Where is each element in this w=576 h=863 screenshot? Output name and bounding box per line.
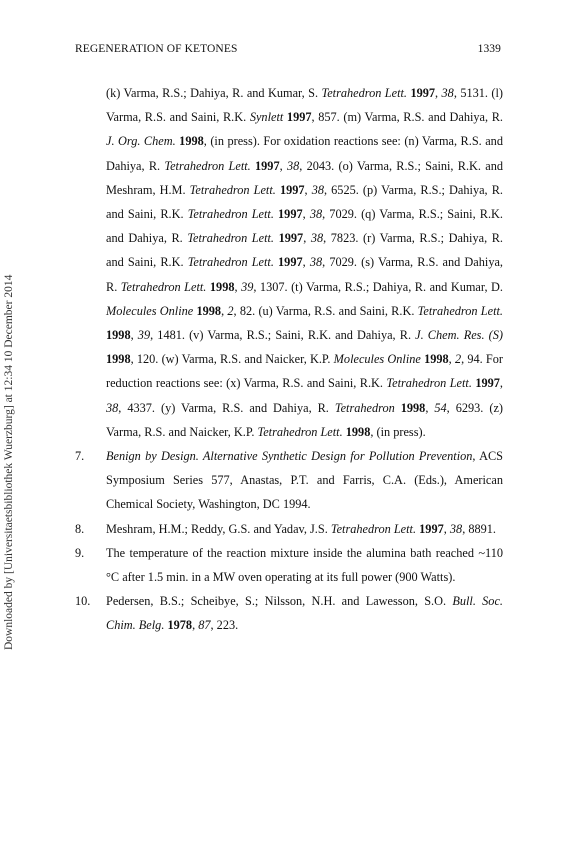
text-run: , 7029. (q) Varma, R.S.; Saini, R.K. and Dahiya, R. xyxy=(106,207,503,246)
bold-text: 1997 xyxy=(279,182,305,197)
text-run: , xyxy=(192,618,199,633)
text-run: , 6525. (p) Varma, R.S.; Dahiya, R. and Saini, R.K. xyxy=(106,182,503,222)
italic-text: Synlett xyxy=(249,110,284,125)
text-run: , xyxy=(234,279,242,294)
text-run: , 1481. (v) Varma, R.S.; Saini, R.K. and Dahiya, R. xyxy=(150,328,416,343)
text-run: , 223. xyxy=(210,618,239,633)
bold-text: 1997 xyxy=(419,521,444,536)
italic-text: 38 xyxy=(309,255,323,270)
italic-text: 2 xyxy=(454,352,462,367)
text-run: , xyxy=(448,352,455,367)
reference-continuation xyxy=(75,81,503,444)
reference-item xyxy=(75,517,503,541)
italic-text: Tetrahedron Lett. xyxy=(187,207,274,222)
italic-text: Bull. Soc. Chim. Belg. xyxy=(106,594,503,633)
bold-text: 1998 xyxy=(209,279,235,294)
text-run: , 7029. (s) Varma, R.S. and Dahiya, R. xyxy=(106,255,504,294)
page-number: 1339 xyxy=(477,43,501,55)
reference-item xyxy=(75,444,503,517)
bold-text: 1998 xyxy=(106,352,131,367)
reference-number: 7. xyxy=(75,449,85,464)
italic-text: Tetrahedron Lett. xyxy=(187,231,275,246)
bold-text: 1997 xyxy=(278,231,304,246)
italic-text: J. Chem. Res. (S) xyxy=(415,328,503,343)
italic-text: Molecules Online xyxy=(106,303,194,318)
text-run: , xyxy=(302,255,310,270)
italic-text: 2 xyxy=(227,303,234,318)
text-run: , 857. (m) Varma, R.S. and Dahiya, R. xyxy=(311,110,503,125)
italic-text: Tetrahedron Lett. xyxy=(120,279,207,294)
reference-body xyxy=(106,517,503,541)
bold-text: 1998 xyxy=(424,352,449,367)
text-run: Meshram, H.M.; Reddy, G.S. and Yadav, J.S. xyxy=(106,521,331,536)
text-run: , ACS Symposium Series 577, Anastas, P.T. and Farris, C.A. (Eds.), American Chemical Society, Washington, DC 1994. xyxy=(106,449,503,512)
text-run: , xyxy=(435,86,442,100)
text-run: The temperature of the reaction mixture inside the alumina bath reached ~110 °C after 1.5 min. in a MW oven operating at its full power (900 Watts). xyxy=(106,545,503,585)
text-run: , 1307. (t) Varma, R.S.; Dahiya, R. and Kumar, D. xyxy=(253,279,503,294)
reference-body xyxy=(106,589,503,637)
reference-item xyxy=(75,589,503,637)
italic-text: 38 xyxy=(309,207,323,222)
text-run: , 5131. (l) Varma, R.S. and Saini, R.K. xyxy=(106,86,504,125)
italic-text: 38 xyxy=(310,231,324,246)
bold-text: 1998 xyxy=(106,328,131,343)
italic-text: Tetrahedron Lett. xyxy=(386,376,472,391)
reference-number: 9. xyxy=(75,545,85,560)
bold-text: 1978 xyxy=(167,618,193,633)
bold-text: 1998 xyxy=(196,303,222,318)
italic-text: Tetrahedron Lett. xyxy=(330,521,417,536)
text-run: , 2043. (o) Varma, R.S.; Saini, R.K. and Meshram, H.M. xyxy=(106,158,503,197)
text-run: , 120. (w) Varma, R.S. and Naicker, K.P. xyxy=(130,352,334,367)
italic-text: Tetrahedron Lett. xyxy=(164,158,251,173)
text-run: , xyxy=(221,303,228,318)
bold-text: 1998 xyxy=(179,134,204,149)
bold-text: 1997 xyxy=(475,376,500,391)
italic-text: J. Org. Chem. xyxy=(106,134,176,149)
text-run: , xyxy=(304,182,312,197)
italic-text: Tetrahedron Lett. xyxy=(257,424,343,439)
text-run: , 8891. xyxy=(462,521,497,536)
italic-text: 38 xyxy=(449,521,463,536)
text-run: (k) Varma, R.S.; Dahiya, R. and Kumar, S. xyxy=(106,86,322,100)
italic-text: 38 xyxy=(106,400,119,415)
italic-text: Tetrahedron Lett. xyxy=(417,303,503,318)
text-run: , xyxy=(425,400,435,415)
reference-item xyxy=(75,541,503,589)
text-run: , xyxy=(499,376,503,391)
text-run: , 94. For reduction reactions see: (x) Varma, R.S. and Saini, R.K. xyxy=(106,352,504,391)
reference-list xyxy=(75,81,503,638)
text-run: , 7823. (r) Varma, R.S.; Dahiya, R. and Saini, R.K. xyxy=(106,231,504,270)
reference-number: 8. xyxy=(75,521,85,536)
text-run: , 82. (u) Varma, R.S. and Saini, R.K. xyxy=(233,303,418,318)
running-header xyxy=(75,43,501,59)
reference-body xyxy=(106,541,503,589)
download-watermark: Downloaded by [Universitaetsbibliothek Wuerzburg] at 12:34 10 December 2014 xyxy=(3,274,15,650)
italic-text: 39 xyxy=(137,328,151,343)
text-run: , xyxy=(303,231,311,246)
bold-text: 1997 xyxy=(255,158,280,173)
text-run: , xyxy=(279,158,287,173)
bold-text: 1997 xyxy=(278,207,303,222)
text-run: , xyxy=(302,207,310,222)
italic-text: Molecules Online xyxy=(333,352,421,367)
reference-body xyxy=(106,444,503,517)
bold-text: 1998 xyxy=(345,424,371,439)
italic-text: 39 xyxy=(241,279,254,294)
italic-text: Tetrahedron Lett. xyxy=(189,182,276,197)
text-run: , (in press). For oxidation reactions see: (n) Varma, R.S. and Dahiya, R. xyxy=(106,134,503,173)
bold-text: 1997 xyxy=(410,86,436,100)
bold-text: 1997 xyxy=(286,110,312,125)
italic-text: 54 xyxy=(434,400,447,415)
italic-text: 87 xyxy=(198,618,211,633)
reference-body xyxy=(106,81,503,444)
text-run: , 6293. (z) Varma, R.S. and Naicker, K.P. xyxy=(106,400,503,439)
reference-items xyxy=(75,444,503,638)
bold-text: 1998 xyxy=(400,400,426,415)
italic-text: 38 xyxy=(311,182,324,197)
running-title: REGENERATION OF KETONES xyxy=(75,43,238,55)
text-run: , xyxy=(130,328,138,343)
text-run: Pedersen, B.S.; Scheibye, S.; Nilsson, N.H. and Lawesson, S.O. xyxy=(106,594,453,609)
text-run: , 4337. (y) Varma, R.S. and Dahiya, R. xyxy=(118,400,335,415)
italic-text: Tetrahedron xyxy=(334,400,395,415)
italic-text: 38 xyxy=(286,158,300,173)
bold-text: 1997 xyxy=(278,255,303,270)
italic-text: Tetrahedron Lett. xyxy=(321,86,408,100)
reference-number: 10. xyxy=(75,594,91,609)
text-run: , xyxy=(443,521,450,536)
italic-text: Benign by Design. Alternative Synthetic Design for Pollution Prevention xyxy=(106,449,473,464)
italic-text: Tetrahedron Lett. xyxy=(187,255,274,270)
text-run: , (in press). xyxy=(370,424,426,439)
italic-text: 38 xyxy=(441,86,454,100)
